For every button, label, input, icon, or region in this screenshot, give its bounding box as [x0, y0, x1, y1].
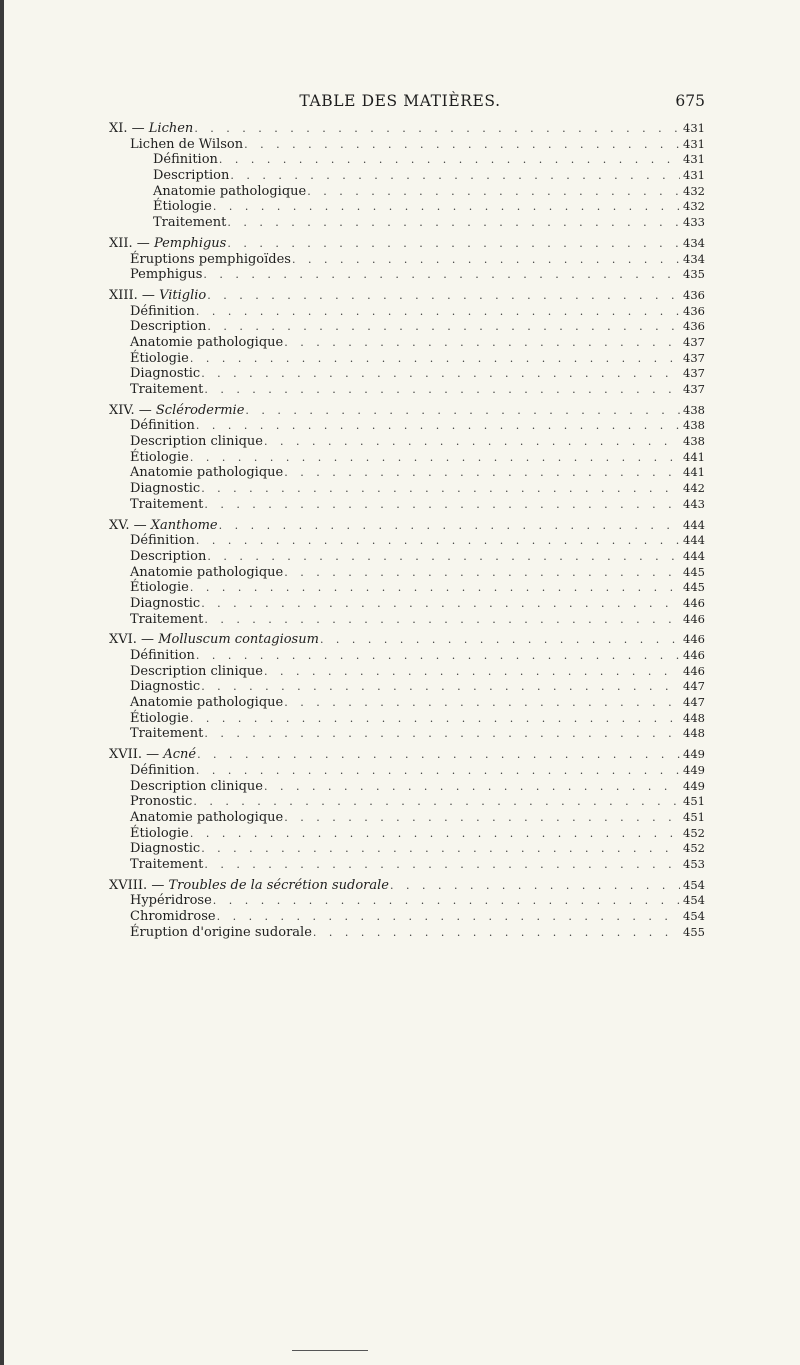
toc-entry: [109, 267, 705, 283]
toc-entry-label: [109, 319, 206, 335]
toc-chapter-entry: [109, 403, 705, 419]
dot-leader: [219, 518, 680, 534]
toc-page-number: 451: [683, 794, 705, 809]
toc-page-number: 444: [683, 517, 705, 532]
toc-page-number: 436: [683, 287, 705, 302]
dot-leader: [284, 335, 680, 351]
toc-page-number: 437: [683, 366, 705, 381]
dot-leader: [204, 857, 680, 873]
toc-page-number: 446: [683, 632, 705, 647]
toc-entry: [109, 857, 705, 873]
dot-leader: [196, 533, 680, 549]
toc-entry-label: [109, 137, 243, 153]
chapter-title: Troubles de la sécrétion sudorale: [168, 877, 389, 893]
toc-page-number: 431: [683, 168, 705, 183]
toc-entry: [109, 366, 705, 382]
toc-entry-label: [109, 434, 263, 450]
toc-entry-label: [109, 252, 291, 268]
dot-leader: [196, 763, 680, 779]
toc-page-number: 435: [683, 267, 705, 282]
toc-entry: [109, 497, 705, 513]
entry-title: Étiologie: [130, 580, 189, 596]
table-of-contents: [109, 121, 705, 940]
entry-title: Diagnostic: [130, 679, 201, 695]
toc-entry: [109, 810, 705, 826]
toc-entry: [109, 794, 705, 810]
chapter-title: Molluscum contagiosum: [158, 632, 319, 648]
toc-chapter-entry: [109, 747, 705, 763]
toc-entry: [109, 549, 705, 565]
toc-page-number: 434: [683, 235, 705, 250]
chapter-dash: —: [142, 747, 164, 763]
toc-page-number: 433: [683, 215, 705, 230]
dot-leader: [230, 168, 680, 184]
dot-leader: [190, 711, 680, 727]
toc-entry: [109, 841, 705, 857]
toc-page-number: 447: [683, 679, 705, 694]
chapter-number: XVIII.: [109, 877, 148, 893]
dot-leader: [213, 199, 680, 215]
toc-entry: [109, 434, 705, 450]
entry-title: Chromidrose: [130, 909, 216, 924]
entry-title: Description clinique: [130, 663, 263, 679]
toc-entry-label: [109, 304, 195, 320]
entry-title: Description: [153, 168, 230, 184]
dot-leader: [190, 826, 680, 842]
entry-title: Diagnostic: [130, 366, 201, 382]
toc-entry-label: [109, 267, 202, 283]
dot-leader: [196, 418, 680, 434]
toc-entry-label: [109, 695, 283, 711]
entry-title: Définition: [130, 762, 195, 778]
dot-leader: [207, 288, 680, 304]
toc-chapter-entry: [109, 288, 705, 304]
dot-leader: [190, 351, 680, 367]
toc-entry-label: [109, 465, 283, 481]
dot-leader: [219, 152, 680, 168]
toc-entry-label: [109, 288, 206, 304]
toc-entry: [109, 168, 705, 184]
toc-chapter-entry: [109, 121, 705, 137]
toc-entry: [109, 695, 705, 711]
toc-entry-label: [109, 121, 193, 137]
toc-entry-label: [109, 481, 200, 497]
entry-title: Hypéridrose: [130, 893, 212, 909]
toc-entry-label: [109, 747, 196, 763]
toc-page-number: 431: [683, 152, 705, 167]
chapter-number: XVI.: [109, 632, 137, 648]
toc-entry: [109, 893, 705, 909]
dot-leader: [320, 632, 680, 648]
toc-entry: [109, 596, 705, 612]
toc-page-number: 441: [683, 449, 705, 464]
entry-title: Diagnostic: [130, 595, 201, 611]
dot-leader: [227, 215, 680, 231]
chapter-number: XIV.: [109, 402, 135, 418]
chapter-number: XII.: [109, 235, 133, 251]
toc-entry: [109, 215, 705, 231]
toc-entry: [109, 648, 705, 664]
dot-leader: [244, 137, 680, 153]
toc-entry: [109, 335, 705, 351]
dot-leader: [204, 726, 680, 742]
toc-entry: [109, 481, 705, 497]
toc-entry: [109, 351, 705, 367]
entry-title: Définition: [153, 152, 218, 168]
dot-leader: [245, 403, 680, 419]
chapter-number: XIII.: [109, 287, 138, 303]
page-number: 675: [675, 92, 705, 110]
toc-entry-label: [109, 648, 195, 664]
dot-leader: [190, 580, 680, 596]
entry-title: Définition: [130, 648, 195, 663]
toc-entry: [109, 565, 705, 581]
chapter-title: Sclérodermie: [155, 402, 245, 418]
chapter-title: Xanthome: [150, 517, 218, 533]
toc-entry-label: [109, 794, 192, 810]
entry-title: Définition: [130, 418, 195, 434]
toc-page-number: 446: [683, 595, 705, 610]
toc-entry-label: [109, 152, 218, 168]
entry-title: Traitement: [130, 611, 204, 627]
toc-page-number: 452: [683, 841, 705, 856]
toc-entry-label: [109, 878, 389, 894]
toc-entry: [109, 382, 705, 398]
toc-entry: [109, 679, 705, 695]
chapter-title: Acné: [163, 747, 197, 763]
entry-title: Anatomie pathologique: [130, 695, 284, 711]
toc-entry: [109, 826, 705, 842]
toc-page-number: 431: [683, 121, 705, 135]
toc-page-number: 441: [683, 465, 705, 480]
toc-entry: [109, 925, 705, 941]
toc-page-number: 452: [683, 825, 705, 840]
chapter-number: XVII.: [109, 747, 143, 763]
entry-title: Anatomie pathologique: [130, 465, 284, 481]
toc-entry: [109, 726, 705, 742]
toc-page-number: 454: [683, 893, 705, 908]
entry-title: Étiologie: [130, 350, 189, 366]
dot-leader: [264, 779, 680, 795]
toc-page-number: 432: [683, 183, 705, 198]
toc-entry-label: [109, 236, 226, 252]
toc-entry-label: [109, 403, 244, 419]
toc-entry-label: [109, 497, 203, 513]
dot-leader: [204, 382, 680, 398]
chapter-number: XV.: [109, 517, 130, 533]
toc-entry-label: [109, 726, 203, 742]
entry-title: Diagnostic: [130, 481, 201, 497]
toc-page-number: 454: [683, 877, 705, 892]
toc-page-number: 432: [683, 199, 705, 214]
toc-page-number: 436: [683, 303, 705, 318]
entry-title: Étiologie: [130, 449, 189, 465]
toc-page-number: 446: [683, 663, 705, 678]
toc-entry-label: [109, 184, 306, 200]
chapter-dash: —: [147, 877, 169, 893]
dot-leader: [207, 319, 680, 335]
entry-title: Anatomie pathologique: [130, 564, 284, 580]
entry-title: Diagnostic: [130, 841, 201, 857]
entry-title: Anatomie pathologique: [130, 334, 284, 350]
dot-leader: [390, 878, 680, 894]
entry-title: Anatomie pathologique: [130, 809, 284, 825]
dot-leader: [292, 252, 680, 268]
entry-title: Description: [130, 548, 207, 564]
entry-title: Étiologie: [130, 825, 189, 841]
entry-title: Anatomie pathologique: [153, 183, 307, 199]
toc-entry: [109, 664, 705, 680]
dot-leader: [213, 893, 680, 909]
toc-entry-label: [109, 366, 200, 382]
dot-leader: [207, 549, 680, 565]
toc-entry: [109, 152, 705, 168]
chapter-dash: —: [129, 517, 151, 533]
toc-page-number: 449: [683, 778, 705, 793]
dot-leader: [307, 184, 680, 200]
chapter-title: Vitiglio: [159, 287, 207, 303]
toc-page-number: 434: [683, 251, 705, 266]
toc-page-number: 437: [683, 382, 705, 396]
toc-page-number: 438: [683, 434, 705, 449]
toc-entry-label: [109, 382, 203, 398]
toc-entry-label: [109, 893, 212, 909]
entry-title: Éruption d'origine sudorale: [130, 924, 312, 940]
toc-entry-label: [109, 549, 206, 565]
entry-title: Éruptions pemphigoïdes: [130, 251, 291, 267]
toc-entry-label: [109, 763, 195, 779]
dot-leader: [190, 450, 680, 466]
toc-page-number: 436: [683, 319, 705, 334]
dot-leader: [193, 794, 680, 810]
toc-page-number: 447: [683, 695, 705, 710]
chapter-number: XI.: [109, 121, 128, 136]
chapter-dash: —: [127, 121, 149, 136]
toc-entry-label: [109, 351, 189, 367]
toc-page-number: 444: [683, 533, 705, 548]
dot-leader: [284, 465, 680, 481]
toc-entry: [109, 252, 705, 268]
dot-leader: [313, 925, 680, 941]
dot-leader: [227, 236, 680, 252]
dot-leader: [203, 267, 680, 283]
chapter-dash: —: [137, 287, 160, 303]
toc-chapter-entry: [109, 878, 705, 894]
entry-title: Traitement: [130, 856, 204, 872]
toc-entry-label: [109, 418, 195, 434]
toc-entry-label: [109, 612, 203, 628]
toc-page-number: 448: [683, 726, 705, 741]
toc-entry-label: [109, 925, 312, 941]
toc-page-number: 449: [683, 747, 705, 762]
toc-page-number: 453: [683, 856, 705, 871]
toc-entry-label: [109, 841, 200, 857]
toc-entry-label: [109, 580, 189, 596]
toc-entry: [109, 418, 705, 434]
toc-entry: [109, 465, 705, 481]
chapter-dash: —: [136, 632, 159, 648]
toc-entry-label: [109, 335, 283, 351]
toc-page-number: 448: [683, 710, 705, 725]
toc-chapter-entry: [109, 632, 705, 648]
toc-entry: [109, 199, 705, 215]
toc-entry-label: [109, 711, 189, 727]
toc-entry-label: [109, 215, 226, 231]
toc-entry: [109, 137, 705, 153]
dot-leader: [201, 841, 680, 857]
dot-leader: [217, 909, 680, 925]
page-header: [0, 92, 800, 114]
toc-page-number: 437: [683, 334, 705, 349]
dot-leader: [201, 481, 680, 497]
dot-leader: [197, 747, 680, 763]
entry-title: Traitement: [130, 382, 204, 397]
dot-leader: [196, 304, 680, 320]
dot-leader: [196, 648, 680, 664]
toc-entry: [109, 909, 705, 925]
toc-page-number: 446: [683, 611, 705, 626]
toc-page-number: 442: [683, 481, 705, 496]
chapter-title: Pemphigus: [153, 235, 227, 251]
entry-title: Définition: [130, 533, 195, 549]
toc-page-number: 438: [683, 418, 705, 433]
dot-leader: [284, 565, 680, 581]
toc-entry-label: [109, 596, 200, 612]
end-rule: [292, 1350, 368, 1351]
toc-entry-label: [109, 450, 189, 466]
toc-entry: [109, 779, 705, 795]
entry-title: Définition: [130, 303, 195, 319]
toc-page-number: 443: [683, 496, 705, 511]
toc-page-number: 449: [683, 762, 705, 777]
entry-title: Étiologie: [130, 710, 189, 726]
toc-page-number: 431: [683, 136, 705, 151]
dot-leader: [201, 679, 680, 695]
toc-entry: [109, 533, 705, 549]
toc-entry-label: [109, 909, 216, 925]
dot-leader: [201, 366, 680, 382]
entry-title: Traitement: [153, 215, 227, 231]
dot-leader: [194, 121, 680, 137]
dot-leader: [264, 434, 680, 450]
toc-entry: [109, 612, 705, 628]
dot-leader: [201, 596, 680, 612]
entry-title: Traitement: [130, 496, 204, 512]
toc-page-number: 446: [683, 648, 705, 662]
toc-entry-label: [109, 810, 283, 826]
toc-entry-label: [109, 679, 200, 695]
entry-title: Étiologie: [153, 199, 212, 215]
dot-leader: [204, 612, 680, 628]
dot-leader: [284, 810, 680, 826]
toc-entry-label: [109, 632, 319, 648]
toc-chapter-entry: [109, 518, 705, 534]
entry-title: Traitement: [130, 726, 204, 742]
toc-entry-label: [109, 664, 263, 680]
entry-title: Description: [130, 319, 207, 335]
chapter-title: Lichen: [148, 121, 194, 136]
dot-leader: [284, 695, 680, 711]
toc-entry: [109, 184, 705, 200]
toc-page-number: 437: [683, 350, 705, 365]
page-edge-shadow: [0, 0, 4, 1365]
chapter-dash: —: [132, 235, 154, 251]
entry-title: Pemphigus: [130, 267, 203, 283]
toc-page-number: 445: [683, 580, 705, 595]
toc-entry-label: [109, 779, 263, 795]
dot-leader: [264, 664, 680, 680]
toc-entry: [109, 450, 705, 466]
toc-entry: [109, 304, 705, 320]
toc-entry-label: [109, 533, 195, 549]
entry-title: Description clinique: [130, 434, 263, 450]
toc-page-number: 454: [683, 909, 705, 923]
entry-title: Lichen de Wilson: [130, 136, 244, 152]
toc-entry-label: [109, 857, 203, 873]
toc-entry: [109, 580, 705, 596]
toc-entry: [109, 763, 705, 779]
toc-page-number: 438: [683, 402, 705, 417]
toc-page-number: 455: [683, 924, 705, 939]
toc-page-number: 451: [683, 809, 705, 824]
toc-entry: [109, 711, 705, 727]
chapter-dash: —: [134, 402, 156, 418]
toc-page-number: 444: [683, 548, 705, 563]
toc-entry: [109, 319, 705, 335]
dot-leader: [204, 497, 680, 513]
toc-entry-label: [109, 826, 189, 842]
toc-page-number: 445: [683, 564, 705, 579]
toc-chapter-entry: [109, 236, 705, 252]
entry-title: Pronostic: [130, 794, 193, 810]
toc-entry-label: [109, 199, 212, 215]
page-title: TABLE DES MATIÈRES.: [299, 92, 501, 110]
entry-title: Description clinique: [130, 778, 263, 794]
toc-entry-label: [109, 518, 218, 534]
toc-entry-label: [109, 565, 283, 581]
toc-entry-label: [109, 168, 229, 184]
